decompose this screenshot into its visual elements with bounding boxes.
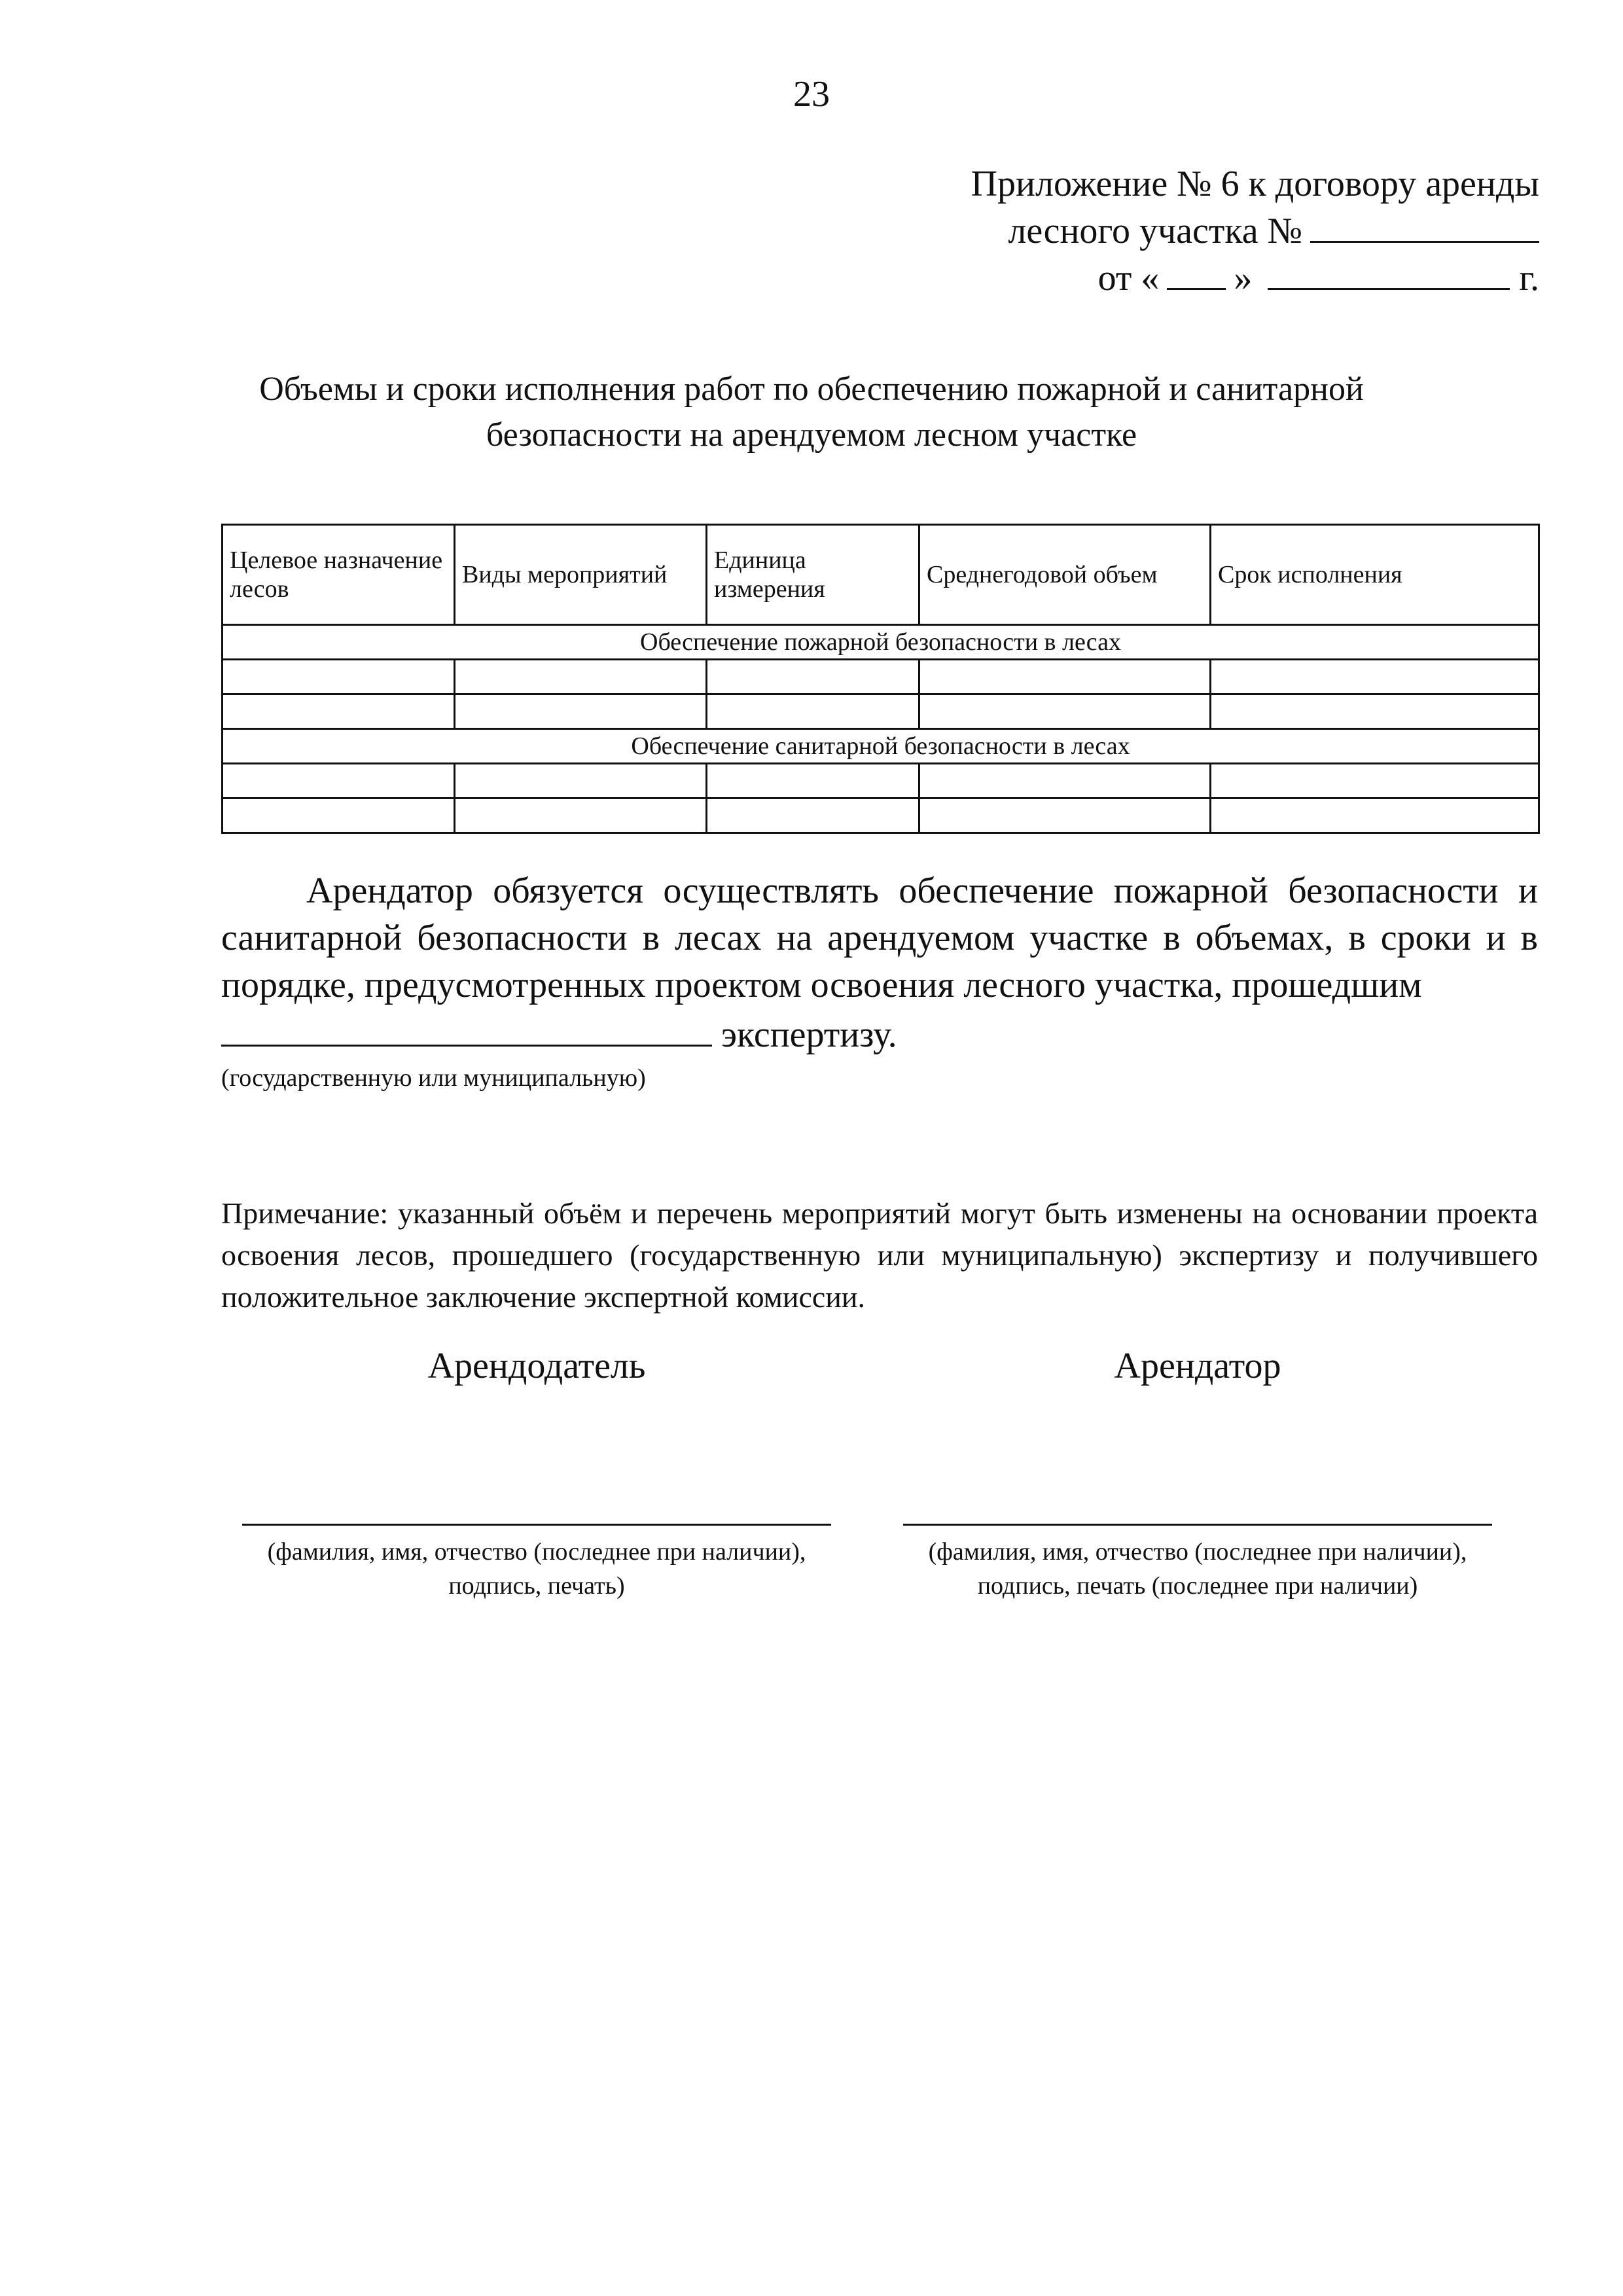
obligation-paragraph (221, 867, 1538, 1009)
lessee-caption (887, 1535, 1508, 1603)
annex-plot-label: лесного участка № (1008, 211, 1302, 251)
annex-date-prefix: от « (1097, 258, 1160, 298)
table-cell (223, 798, 455, 833)
section-sanitary-label: Обеспечение санитарной безопасности в лесах (223, 729, 1539, 764)
lessee-signature-line (903, 1524, 1492, 1526)
table-cell (223, 660, 455, 694)
lessor-caption-line-1: (фамилия, имя, отчество (последнее при наличии), (267, 1538, 806, 1566)
table-cell (707, 660, 919, 694)
lessor-caption-line-2: подпись, печать) (448, 1572, 625, 1600)
expertise-line (221, 1011, 1538, 1058)
table-cell (223, 764, 455, 798)
date-day-blank (1167, 257, 1226, 290)
header-deadline: Срок исполнения (1211, 525, 1539, 625)
date-month-blank (1268, 257, 1510, 290)
lessee-caption-line-1: (фамилия, имя, отчество (последнее при наличии), (928, 1538, 1467, 1566)
table-row (223, 798, 1539, 833)
table-cell (707, 764, 919, 798)
table-row (223, 694, 1539, 729)
table-cell (1211, 660, 1539, 694)
table-cell (707, 798, 919, 833)
annex-title: Приложение № 6 к договору аренды (971, 164, 1539, 204)
table-cell (455, 694, 707, 729)
table-cell (919, 694, 1211, 729)
expertise-word: экспертизу. (721, 1014, 897, 1055)
table-cell (919, 798, 1211, 833)
annex-line-3 (819, 255, 1539, 302)
lessor-caption (226, 1535, 847, 1603)
title-line-1: Объемы и сроки исполнения работ по обеспечению пожарной и санитарной (259, 370, 1364, 408)
table-cell (707, 694, 919, 729)
lessee-caption-line-2: подпись, печать (последнее при наличии) (977, 1572, 1418, 1600)
table-row (223, 660, 1539, 694)
table-header-row (223, 525, 1539, 625)
table-cell (455, 764, 707, 798)
table-cell (1211, 764, 1539, 798)
header-activity-types: Виды мероприятий (455, 525, 707, 625)
header-annual-volume: Среднегодовой объем (919, 525, 1211, 625)
table-cell (919, 764, 1211, 798)
obligation-text: Арендатор обязуется осуществлять обеспечение пожарной безопасности и санитарной безопасности в лесах на арендуемом участке в объемах, в сроки и в порядке, предусмотренных проектом освоения лесного участка, прошедшим (221, 870, 1538, 1005)
annex-date-suffix: г. (1519, 258, 1539, 298)
table-cell (223, 694, 455, 729)
expertise-hint: (государственную или муниципальную) (221, 1064, 646, 1092)
document-title (131, 367, 1492, 458)
header-forest-purpose: Целевое назначение лесов (223, 525, 455, 625)
lessor-title: Арендодатель (427, 1346, 646, 1386)
title-line-2: безопасности на арендуемом лесном участке (486, 416, 1137, 454)
note-paragraph: Примечание: указанный объём и перечень мероприятий могут быть изменены на основании проекта освоения лесов, прошедшего (государственную или муниципальную) экспертизу и получившего положительное заключение экспертной комиссии. (221, 1196, 1538, 1314)
table-section-sanitary (223, 729, 1539, 764)
lessee-title: Арендатор (1114, 1346, 1281, 1386)
works-table (221, 524, 1540, 834)
table-cell (455, 798, 707, 833)
annex-line-1 (819, 160, 1539, 207)
annex-date-mid: » (1234, 258, 1253, 298)
header-unit: Единица измерения (707, 525, 919, 625)
lessor-signature-line (242, 1524, 831, 1526)
table-cell (455, 660, 707, 694)
plot-number-blank (1310, 209, 1539, 243)
table-cell (1211, 694, 1539, 729)
annex-header (819, 160, 1539, 302)
expertise-type-blank (221, 1013, 712, 1047)
section-fire-label: Обеспечение пожарной безопасности в лесах (223, 625, 1539, 660)
table-row (223, 764, 1539, 798)
table-cell (1211, 798, 1539, 833)
annex-line-2 (819, 207, 1539, 255)
table-section-fire (223, 625, 1539, 660)
page-number: 23 (793, 74, 830, 115)
table-cell (919, 660, 1211, 694)
